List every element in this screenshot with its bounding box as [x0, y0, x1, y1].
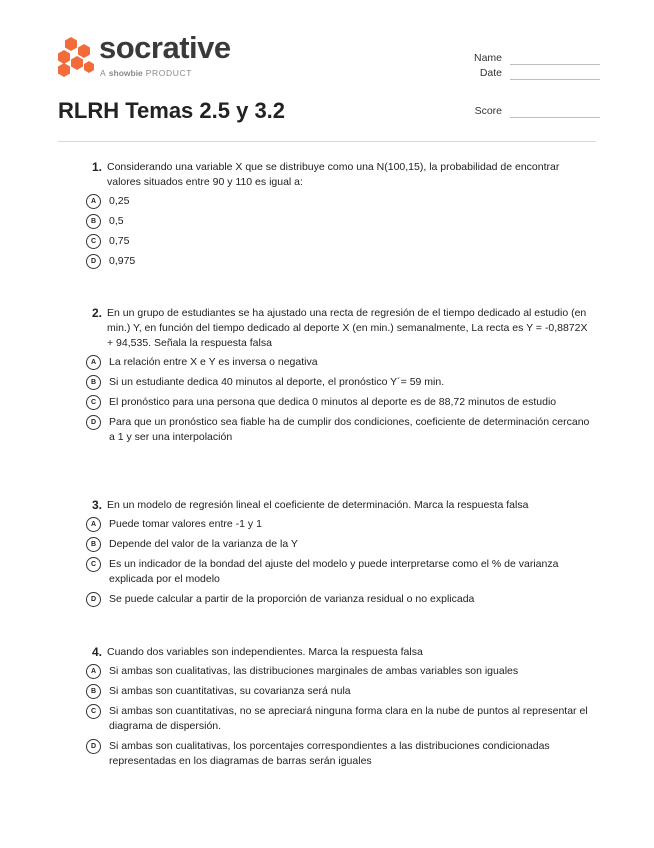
answer-option[interactable] [86, 355, 596, 370]
header-divider [58, 141, 596, 142]
answer-option[interactable] [86, 704, 596, 734]
question-header [86, 160, 596, 190]
brand-tagline [100, 68, 192, 78]
question-text: Considerando una variable X que se distribuye como una N(100,15), la probabilidad de encontrar valores situados entre 90 y 110 es igual a: [107, 161, 560, 188]
answer-text: La relación entre X e Y es inversa o negativa [109, 356, 318, 368]
answer-option[interactable] [86, 395, 596, 410]
hexagon-cluster-icon [56, 36, 96, 78]
answer-bubble[interactable]: C [86, 234, 101, 249]
question-header [86, 306, 596, 351]
question-header [86, 645, 596, 660]
answer-bubble[interactable]: B [86, 537, 101, 552]
date-label: Date [479, 67, 502, 79]
answer-bubble[interactable]: D [86, 739, 101, 754]
answer-text: Si un estudiante dedica 40 minutos al deporte, el pronóstico Y´= 59 min. [109, 376, 445, 388]
tagline-suffix: PRODUCT [145, 68, 192, 78]
score-label: Score [474, 105, 502, 117]
date-field[interactable] [460, 67, 600, 81]
answer-option[interactable] [86, 194, 596, 209]
tagline-prefix: A [100, 68, 106, 78]
answer-text: 0,25 [109, 195, 130, 207]
tagline-brand: showbie [108, 68, 143, 78]
answer-text: 0,75 [109, 235, 130, 247]
answer-bubble[interactable]: D [86, 254, 101, 269]
answer-option[interactable] [86, 664, 596, 679]
question-1 [86, 160, 596, 274]
question-4 [86, 645, 596, 774]
answer-option[interactable] [86, 214, 596, 229]
answer-option[interactable] [86, 537, 596, 552]
answer-text: 0,5 [109, 215, 124, 227]
answer-bubble[interactable]: B [86, 684, 101, 699]
score-line [510, 117, 600, 118]
answer-bubble[interactable]: D [86, 592, 101, 607]
answer-text: Si ambas son cuantitativas, no se apreciará ninguna forma clara en la nube de puntos al representar el diagrama de dispersión. [109, 705, 588, 732]
answer-option[interactable] [86, 234, 596, 249]
answer-bubble[interactable]: A [86, 517, 101, 532]
answer-bubble[interactable]: C [86, 557, 101, 572]
answer-bubble[interactable]: A [86, 664, 101, 679]
answer-text: Puede tomar valores entre -1 y 1 [109, 518, 262, 530]
answer-option[interactable] [86, 684, 596, 699]
answer-text: Depende del valor de la varianza de la Y [109, 538, 298, 550]
date-line [510, 79, 600, 80]
answer-text: Si ambas son cualitativas, los porcentajes correspondientes a las distribuciones condicionadas representadas en los diagramas de barras serán iguales [109, 740, 550, 767]
score-field[interactable] [460, 105, 600, 119]
answer-bubble[interactable]: D [86, 415, 101, 430]
question-number: 2. [91, 306, 102, 320]
answer-option[interactable] [86, 739, 596, 769]
answer-bubble[interactable]: C [86, 704, 101, 719]
question-3 [86, 498, 596, 612]
page-title: RLRH Temas 2.5 y 3.2 [58, 98, 286, 123]
name-label: Name [473, 52, 502, 64]
question-2 [86, 306, 596, 450]
question-number: 1. [91, 160, 102, 174]
question-text: Cuando dos variables son independientes. Marca la respuesta falsa [107, 646, 423, 658]
question-text: En un grupo de estudiantes se ha ajustado una recta de regresión de el tiempo dedicado al estudio (en min.) Y, en función del tiempo dedicado al deporte X (en min.) semanalmente, La recta es Y = -0,8872X + 94,535. Señala la respuesta falsa [107, 307, 588, 349]
name-field[interactable] [460, 52, 600, 66]
answer-text: Para que un pronóstico sea fiable ha de cumplir dos condiciones, coeficiente de determinación cercano a 1 y ser una interpolación [109, 416, 590, 443]
answer-bubble[interactable]: C [86, 395, 101, 410]
answer-option[interactable] [86, 592, 596, 607]
answer-option[interactable] [86, 375, 596, 390]
answer-option[interactable] [86, 254, 596, 269]
answer-option[interactable] [86, 415, 596, 445]
name-line [510, 64, 600, 65]
question-text: En un modelo de regresión lineal el coeficiente de determinación. Marca la respuesta falsa [107, 499, 529, 511]
answer-text: Es un indicador de la bondad del ajuste del modelo y puede interpretarse como el % de varianza explicada por el modelo [109, 558, 559, 585]
question-header [86, 498, 596, 513]
answer-bubble[interactable]: A [86, 355, 101, 370]
answer-text: 0,975 [109, 255, 136, 267]
answer-bubble[interactable]: A [86, 194, 101, 209]
socrative-logo [56, 30, 256, 84]
brand-name: socrative [99, 30, 231, 65]
answer-text: Si ambas son cuantitativas, su covarianza será nula [109, 685, 351, 697]
answer-bubble[interactable]: B [86, 214, 101, 229]
answer-text: Se puede calcular a partir de la proporción de varianza residual o no explicada [109, 593, 475, 605]
answer-bubble[interactable]: B [86, 375, 101, 390]
question-number: 3. [91, 498, 102, 512]
answer-option[interactable] [86, 517, 596, 532]
answer-text: El pronóstico para una persona que dedica 0 minutos al deporte es de 88,72 minutos de estudio [109, 396, 557, 408]
answer-text: Si ambas son cualitativas, las distribuciones marginales de ambas variables son iguales [109, 665, 519, 677]
question-number: 4. [91, 645, 102, 659]
answer-option[interactable] [86, 557, 596, 587]
